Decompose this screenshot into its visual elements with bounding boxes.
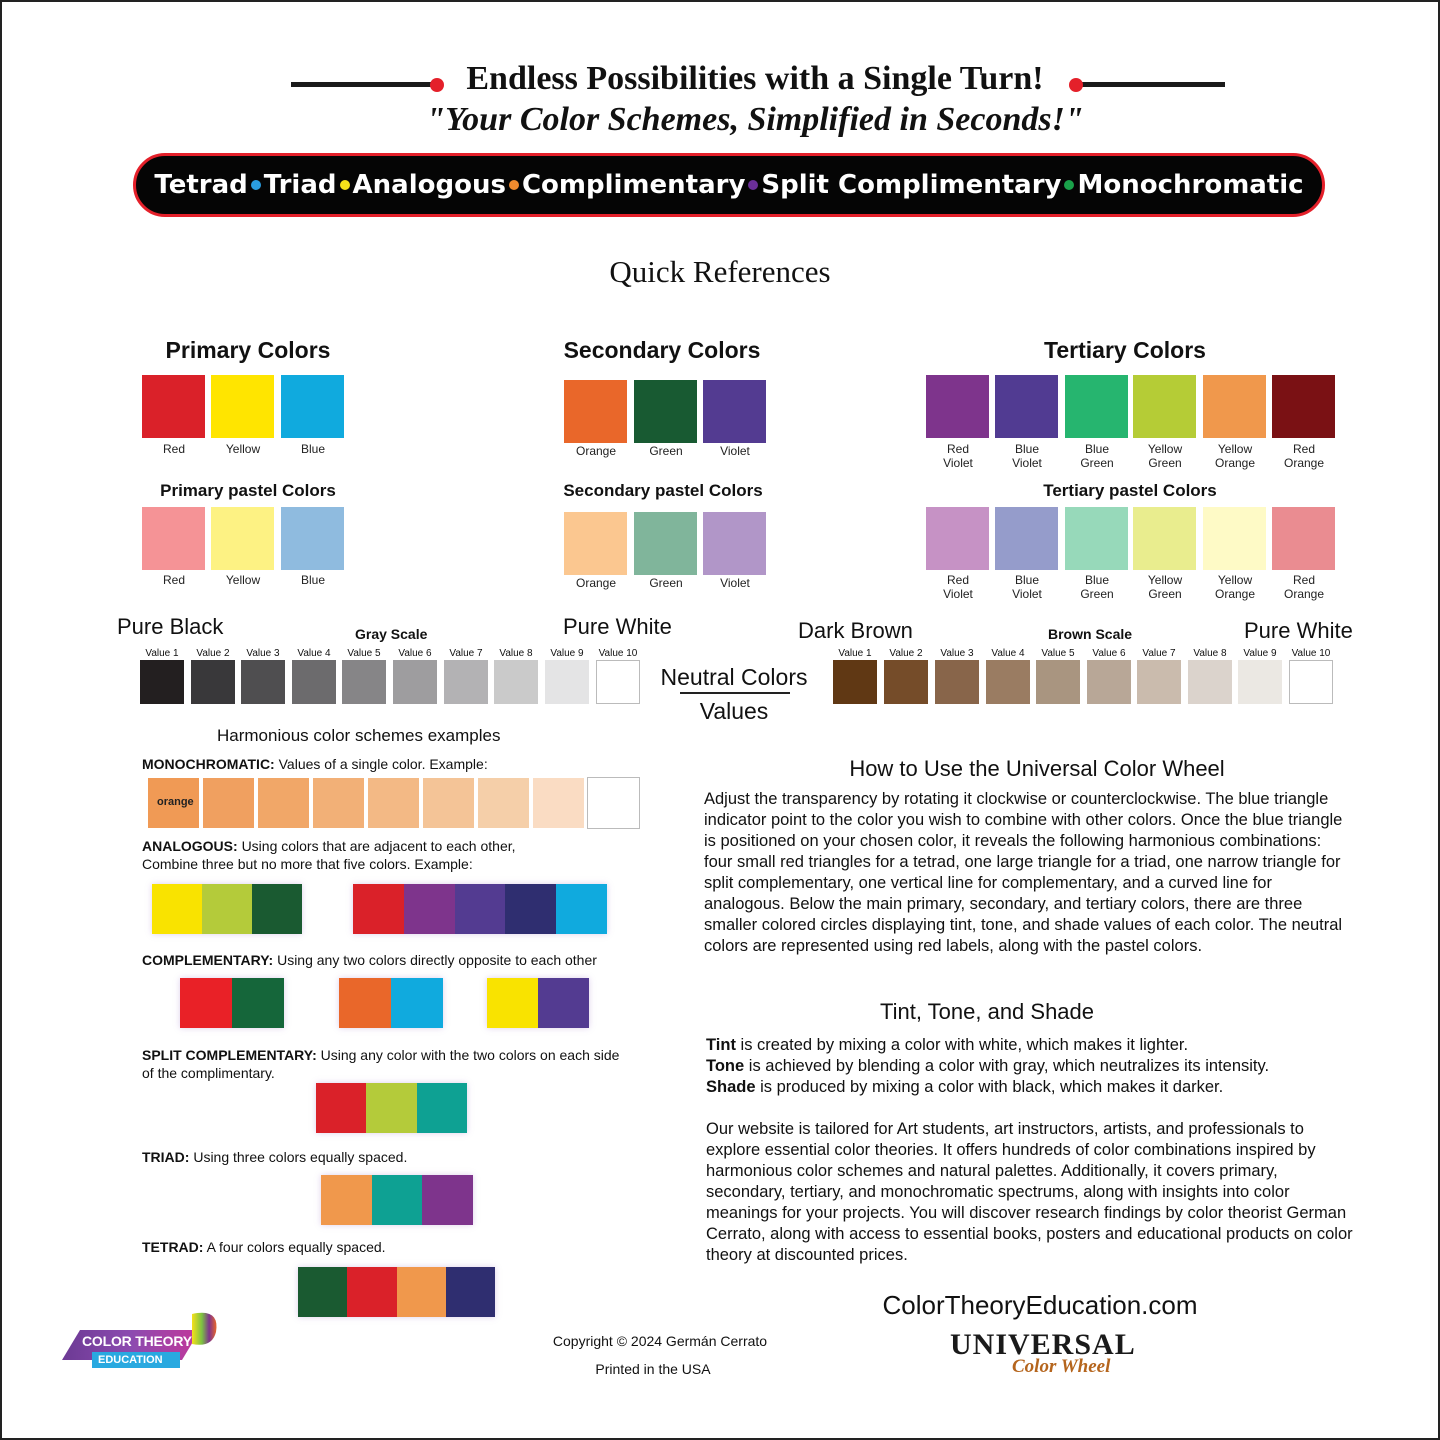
split-text: Using any color with the two colors on each side [320, 1047, 620, 1063]
secondary-pastel-swatch [703, 512, 766, 575]
brown_scale-value-label: Value 6 [1092, 648, 1126, 659]
scheme-banner [133, 153, 1325, 217]
split-segment [316, 1083, 366, 1133]
gray_scale-value-label: Value 2 [196, 648, 230, 659]
tertiary-swatches-swatch [926, 375, 989, 438]
gray_scale-value-swatch [393, 660, 437, 704]
brown_scale-value-label: Value 7 [1142, 648, 1176, 659]
logo-text-line2: EDUCATION [98, 1354, 163, 1366]
tint-word: Tint [706, 1036, 736, 1054]
brown_scale-value-label: Value 3 [940, 648, 974, 659]
complementary-strip-3 [487, 978, 589, 1028]
tetrad-strip [298, 1267, 495, 1317]
complementary-name: COMPLEMENTARY: [142, 952, 274, 968]
brown-left-label: Dark Brown [798, 618, 913, 643]
monochromatic-name: MONOCHROMATIC: [142, 756, 275, 772]
gray_scale-value-label: Value 1 [145, 648, 179, 659]
monochromatic-text: Values of a single color. Example: [278, 756, 488, 772]
gray_scale-value-swatch [292, 660, 336, 704]
tone-text: is achieved by blending a color with gray, which neutralizes its intensity. [744, 1057, 1270, 1075]
primary-pastel-swatch [142, 507, 205, 570]
monochromatic-strip [148, 778, 639, 828]
tone-line [706, 1056, 1356, 1077]
analogous-2-segment [556, 884, 607, 934]
tertiary-pastel-label: Yellow Green [1147, 573, 1183, 601]
tertiary-pastel-swatch [995, 507, 1058, 570]
monochromatic-swatch-label: orange [157, 796, 194, 808]
tertiary-swatches-swatch [1133, 375, 1196, 438]
split-name: SPLIT COMPLEMENTARY: [142, 1047, 317, 1063]
complementary-strip-2 [339, 978, 443, 1028]
tetrad-segment [298, 1267, 347, 1317]
banner-item-tetrad: Tetrad [154, 170, 248, 200]
tertiary-pastel-label: Red Orange [1283, 573, 1325, 601]
gray-scale-title: Gray Scale [355, 626, 428, 642]
brown_scale-value-swatch [833, 660, 877, 704]
complementary-3-segment [538, 978, 589, 1028]
gray_scale-value-label: Value 3 [246, 648, 280, 659]
secondary-swatches-label: Orange [575, 444, 617, 458]
brown_scale-value-swatch [935, 660, 979, 704]
primary-swatches-swatch [211, 375, 274, 438]
brown_scale-value-swatch [986, 660, 1030, 704]
tetrad-segment [446, 1267, 495, 1317]
analogous-1-segment [202, 884, 252, 934]
monochromatic-swatch [423, 778, 474, 828]
monochromatic-swatch [478, 778, 529, 828]
brown_scale-value-label: Value 5 [1041, 648, 1075, 659]
tts-title: Tint, Tone, and Shade [879, 999, 1095, 1024]
gray_scale-value-swatch [342, 660, 386, 704]
page-subtitle: "Your Color Schemes, Simplified in Seconds!" [426, 101, 1084, 138]
brown_scale-value-label: Value 8 [1193, 648, 1227, 659]
gray_scale-value-label: Value 10 [598, 648, 638, 659]
triad-text: Using three colors equally spaced. [193, 1149, 408, 1165]
secondary-swatches-swatch [634, 380, 697, 443]
complementary-desc [142, 951, 597, 969]
tetrad-desc [142, 1238, 386, 1256]
gray_scale-value-label: Value 4 [297, 648, 331, 659]
page-title: Endless Possibilities with a Single Turn! [466, 60, 1044, 97]
tertiary-pastel-swatch [926, 507, 989, 570]
banner-dot-icon [748, 180, 758, 190]
gray_scale-value-swatch [596, 660, 640, 704]
tertiary-swatches-label: Red Violet [943, 442, 973, 470]
triad-strip [321, 1175, 473, 1225]
shade-word: Shade [706, 1078, 756, 1096]
banner-item-complimentary: Complimentary [521, 170, 746, 200]
split-text-2: of the complimentary. [142, 1065, 275, 1081]
analogous-1-segment [252, 884, 302, 934]
complementary-text: Using any two colors directly opposite to each other [277, 952, 597, 968]
split-segment [417, 1083, 467, 1133]
shade-line [706, 1077, 1356, 1098]
secondary-pastel-swatch [564, 512, 627, 575]
brown_scale-value-swatch [1087, 660, 1131, 704]
banner-item-analogous: Analogous [352, 170, 506, 200]
neutral-colors-label: Neutral Colors [660, 664, 808, 690]
brown_scale-value-label: Value 9 [1243, 648, 1277, 659]
complementary-1-segment [180, 978, 232, 1028]
secondary-swatches-label: Green [649, 444, 683, 458]
split-desc [142, 1046, 619, 1082]
tertiary-swatches-swatch [1203, 375, 1266, 438]
complementary-2-segment [391, 978, 443, 1028]
complementary-strip-1 [180, 978, 284, 1028]
tertiary-pastel-swatch [1065, 507, 1128, 570]
complementary-1-segment [232, 978, 284, 1028]
shade-text: is produced by mixing a color with black, which makes it darker. [755, 1078, 1224, 1096]
tone-word: Tone [706, 1057, 745, 1075]
brown_scale-value-swatch [1137, 660, 1181, 704]
analogous-2-segment [505, 884, 556, 934]
triad-segment [422, 1175, 473, 1225]
website-description: Our website is tailored for Art students, art instructors, artists, and professionals to explore essential color theories. It offers hundreds of color combinations inspired by harmonious color schemes and natural palettes. Additionally, it covers primary, secondary, tertiary, and monochromatic spectrums, along with insights into color meanings for your projects. You will discover research findings by color theorist German Cerrato, along with access to essential books, posters and educational products on color theory at discounted prices. [706, 1120, 1353, 1264]
tetrad-name: TETRAD: [142, 1239, 204, 1255]
primary-pastel-swatch [211, 507, 274, 570]
brown-right-label: Pure White [1244, 618, 1353, 643]
site-url[interactable]: ColorTheoryEducation.com [882, 1290, 1198, 1320]
brown_scale-value-label: Value 1 [838, 648, 872, 659]
tertiary-swatches-label: Yellow Green [1147, 442, 1183, 470]
gray-right-label: Pure White [563, 614, 672, 639]
tertiary-pastel-swatch [1133, 507, 1196, 570]
tetrad-segment [397, 1267, 446, 1317]
logo-universal-text: UNIVERSAL [950, 1328, 1136, 1361]
tertiary-swatches-swatch [995, 375, 1058, 438]
banner-item-split-complimentary: Split Complimentary [761, 170, 1062, 200]
tertiary-swatches-label: Blue Violet [1012, 442, 1042, 470]
quick-references-heading: Quick References [609, 254, 831, 289]
tetrad-segment [347, 1267, 396, 1317]
gray_scale-value-label: Value 9 [550, 648, 584, 659]
analogous-text-2: Combine three but no more that five colors. Example: [142, 856, 473, 872]
secondary-pastel-label: Violet [720, 576, 750, 590]
secondary-swatches-label: Violet [720, 444, 750, 458]
universal-color-wheel-logo [950, 1328, 1140, 1380]
tertiary-pastel-title: Tertiary pastel Colors [1043, 481, 1217, 500]
tertiary-pastel-label: Blue Violet [1012, 573, 1042, 601]
secondary-title: Secondary Colors [563, 337, 761, 363]
secondary-pastel-swatch [634, 512, 697, 575]
monochromatic-swatch [203, 778, 254, 828]
tertiary-pastel-swatch [1272, 507, 1335, 570]
howto-body: Adjust the transparency by rotating it clockwise or counterclockwise. The blue triangle indicator point to the color you wish to combine with other colors. Once the blue triangle is positioned on your chosen color, it reveals the following harmonious combinations: four small red triangles for a tetrad, one large triangle for a triad, one narrow triangle for split complementary, one vertical line for complementary, and a curved line for analogous. Below the main primary, secondary, and tertiary colors, there are three smaller colored circles displaying tint, tone, and shade values of each color. The neutral colors are represented using red labels, along with the pastel colors. [704, 790, 1343, 955]
triad-segment [372, 1175, 423, 1225]
analogous-strip-1 [152, 884, 302, 934]
split-strip [316, 1083, 467, 1133]
analogous-1-segment [152, 884, 202, 934]
monochromatic-swatch [148, 778, 199, 828]
monochromatic-swatch [588, 778, 639, 828]
analogous-desc [142, 837, 516, 873]
analogous-2-segment [404, 884, 455, 934]
gray_scale-value-swatch [444, 660, 488, 704]
primary-swatches-label: Blue [300, 442, 326, 456]
analogous-strip-2 [353, 884, 607, 934]
tts-body [706, 1035, 1356, 1098]
logo-text-line1: COLOR THEORY [82, 1333, 192, 1349]
primary-pastel-label: Blue [300, 573, 326, 587]
secondary-pastel-title: Secondary pastel Colors [563, 481, 763, 500]
brown_scale-value-swatch [1036, 660, 1080, 704]
primary-swatches-label: Yellow [225, 442, 261, 456]
printed-in: Printed in the USA [595, 1361, 711, 1377]
tertiary-pastel-label: Blue Green [1080, 573, 1114, 601]
primary-title: Primary Colors [165, 337, 331, 363]
primary-swatches-swatch [281, 375, 344, 438]
secondary-pastel-label: Orange [575, 576, 617, 590]
secondary-swatches-swatch [564, 380, 627, 443]
analogous-2-segment [353, 884, 404, 934]
complementary-2-segment [339, 978, 391, 1028]
secondary-swatches-swatch [703, 380, 766, 443]
gray_scale-value-swatch [241, 660, 285, 704]
primary-swatches-swatch [142, 375, 205, 438]
triad-desc [142, 1148, 407, 1166]
values-label: Values [699, 698, 769, 724]
brown_scale-value-label: Value 2 [889, 648, 923, 659]
tertiary-swatches-swatch [1272, 375, 1335, 438]
banner-dot-icon [251, 180, 261, 190]
primary-pastel-label: Red [162, 573, 185, 587]
gray_scale-value-swatch [494, 660, 538, 704]
primary-pastel-swatch [281, 507, 344, 570]
tetrad-text: A four colors equally spaced. [206, 1239, 386, 1255]
color-theory-education-logo [62, 1308, 222, 1380]
brown_scale-value-label: Value 4 [991, 648, 1025, 659]
harmonious-title: Harmonious color schemes examples [217, 726, 501, 745]
tertiary-title: Tertiary Colors [1044, 337, 1206, 363]
split-segment [366, 1083, 416, 1133]
brown_scale-value-swatch [884, 660, 928, 704]
tertiary-pastel-swatch [1203, 507, 1266, 570]
triad-name: TRIAD: [142, 1149, 190, 1165]
secondary-pastel-label: Green [649, 576, 683, 590]
gray_scale-value-swatch [140, 660, 184, 704]
banner-dot-icon [509, 180, 519, 190]
brown_scale-value-swatch [1238, 660, 1282, 704]
neutral-rule [680, 692, 790, 694]
analogous-name: ANALOGOUS: [142, 838, 238, 854]
primary-pastel-title: Primary pastel Colors [160, 481, 336, 500]
tertiary-pastel-label: Yellow Orange [1214, 573, 1256, 601]
tint-line [706, 1035, 1356, 1056]
gray_scale-value-label: Value 8 [499, 648, 533, 659]
triad-segment [321, 1175, 372, 1225]
gray_scale-value-swatch [191, 660, 235, 704]
tertiary-swatches-label: Red Orange [1283, 442, 1325, 470]
tertiary-pastel-label: Red Violet [943, 573, 973, 601]
complementary-3-segment [487, 978, 538, 1028]
monochromatic-swatch [533, 778, 584, 828]
banner-item-triad: Triad [263, 170, 337, 200]
brown_scale-value-label: Value 10 [1291, 648, 1331, 659]
tertiary-swatches-label: Blue Green [1080, 442, 1114, 470]
howto-title: How to Use the Universal Color Wheel [849, 756, 1225, 781]
monochromatic-swatch [258, 778, 309, 828]
gray_scale-value-label: Value 7 [449, 648, 483, 659]
monochromatic-swatch [313, 778, 364, 828]
gray_scale-value-swatch [545, 660, 589, 704]
analogous-2-segment [455, 884, 506, 934]
tint-text: is created by mixing a color with white, which makes it lighter. [735, 1036, 1189, 1054]
gray_scale-value-label: Value 6 [398, 648, 432, 659]
analogous-text: Using colors that are adjacent to each other, [241, 838, 516, 854]
tertiary-swatches-label: Yellow Orange [1214, 442, 1256, 470]
banner-dot-icon [340, 180, 350, 190]
tertiary-swatches-swatch [1065, 375, 1128, 438]
banner-item-monochromatic: Monochromatic [1077, 170, 1304, 200]
primary-swatches-label: Red [162, 442, 185, 456]
brown_scale-value-swatch [1188, 660, 1232, 704]
copyright: Copyright © 2024 Germán Cerrato [552, 1333, 768, 1349]
brown_scale-value-swatch [1289, 660, 1333, 704]
logo-colorwheel-text: Color Wheel [1012, 1356, 1111, 1377]
monochromatic-desc [142, 755, 488, 773]
gray-left-label: Pure Black [117, 614, 224, 639]
primary-pastel-label: Yellow [225, 573, 261, 587]
brown-scale-title: Brown Scale [1048, 626, 1133, 642]
monochromatic-swatch [368, 778, 419, 828]
gray_scale-value-label: Value 5 [347, 648, 381, 659]
banner-dot-icon [1064, 180, 1074, 190]
